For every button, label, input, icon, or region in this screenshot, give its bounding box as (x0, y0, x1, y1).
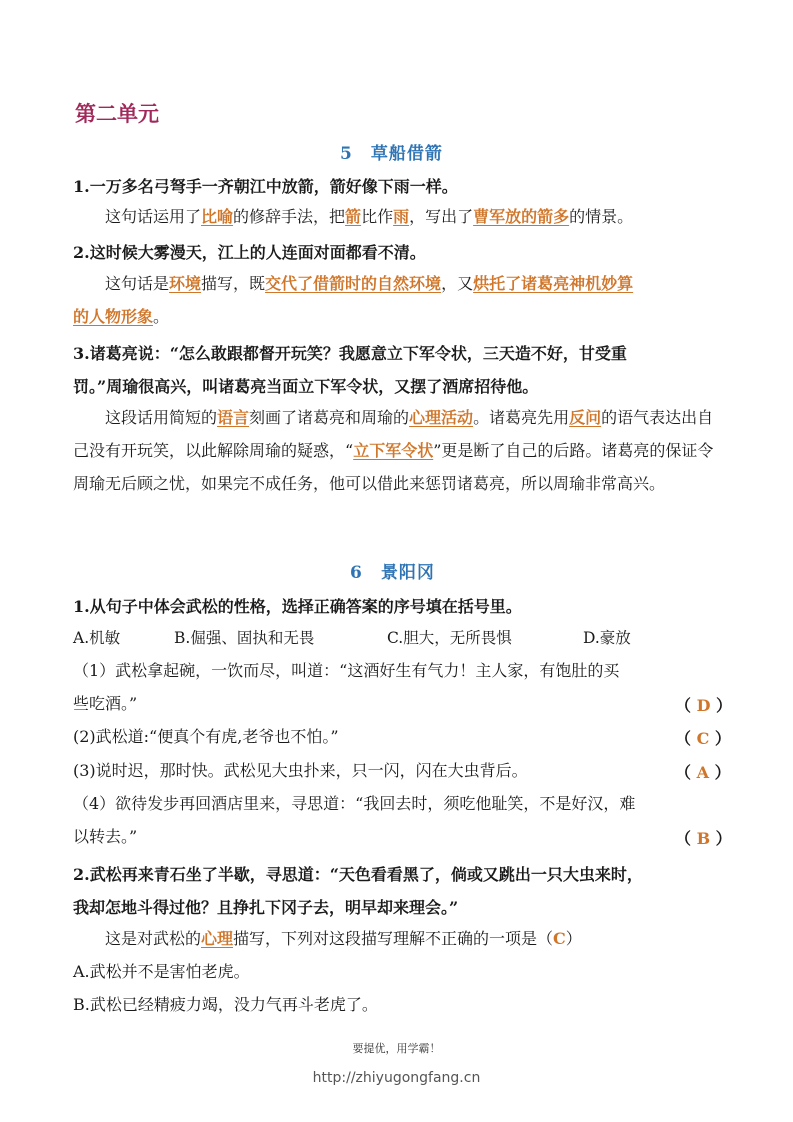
item-1-answer: （ D ） (675, 696, 733, 715)
answer-keyword: 雨 (393, 207, 410, 226)
answer-keyword: 比喻 (201, 207, 234, 226)
item-2-answer: （ C ） (675, 729, 731, 748)
footer-slogan: 要提优，用学霸！ (352, 1042, 441, 1055)
l5-answer-2-line2 (73, 300, 169, 333)
answer-value: B (696, 829, 711, 848)
text: 描写，下列对这段描写理解不正确的一项是（ (233, 929, 554, 948)
text: 这段话用简短的 (105, 408, 218, 427)
answer-keyword: 箭 (345, 207, 362, 226)
l5-question-3-line2: 罚。”周瑜很高兴，叫诸葛亮当面立下军令状，又摆了酒席招待他。 (73, 377, 539, 396)
text: 这是对武松的 (105, 929, 202, 948)
lesson-5-title: 5 草船借箭 (340, 144, 443, 164)
answer-keyword: 反问 (569, 408, 602, 427)
answer-value: C (553, 929, 566, 948)
option-c: C.胆大，无所畏惧 (387, 629, 512, 647)
item-3: (3)说时迟，那时快。武松见大虫扑来，只一闪，闪在大虫背后。 (73, 761, 528, 780)
item-4-answer: （ B ） (675, 829, 732, 848)
item-4-line1: （4）欲待发步再回酒店里来，寻思道：“我回去时，须吃他耻笑，不是好汉，难 (73, 794, 636, 813)
l6-question-2-line1: 2.武松再来青石坐了半歇，寻思道：“天色看看黑了，倘或又跳出一只大虫来时， (73, 865, 643, 884)
item-3-answer: （ A ） (675, 763, 731, 782)
answer-keyword: 曹军放的箭多 (473, 207, 570, 226)
item-2: (2)武松道:“便真个有虎,老爷也不怕。” (73, 727, 339, 746)
unit-title: 第二单元 (75, 101, 159, 126)
text: ，写出了 (409, 207, 474, 226)
answer-keyword: 的人物形象 (73, 307, 154, 326)
l5-question-1: 1.一万多名弓弩手一齐朝江中放箭，箭好像下雨一样。 (73, 177, 458, 196)
item-1-line2: 些吃酒。” (73, 694, 138, 713)
text: ”更是断了自己的后路。诸葛亮的保证令周瑜无后顾之忧，如果完不成任务，他可以借此来惩罚诸葛亮，所以周瑜非常高兴。 (73, 441, 714, 493)
text: 。 (153, 307, 170, 326)
answer-keyword: 心理 (201, 929, 234, 948)
answer-keyword: 立下军令状 (353, 441, 434, 460)
option-d: D.豪放 (583, 629, 631, 647)
answer-keyword: 环境 (169, 274, 202, 293)
l5-question-2: 2.这时候大雾漫天，江上的人连面对面都看不清。 (73, 243, 426, 262)
option-a: A.机敏 (73, 629, 121, 647)
answer-keyword: 烘托了诸葛亮神机妙算 (473, 274, 634, 293)
l5-answer-3 (73, 401, 721, 500)
text: 这句话是 (105, 274, 170, 293)
text: 比作 (361, 207, 394, 226)
l6-question-2-stem (105, 922, 582, 955)
l5-question-3-line1: 3.诸葛亮说：“怎么敢跟都督开玩笑？我愿意立下军令状，三天造不好，甘受重 (73, 344, 627, 363)
text: 描写，既 (201, 274, 266, 293)
text: ，又 (441, 274, 474, 293)
text: 这句话运用了 (105, 207, 202, 226)
lesson-6-title: 6 景阳冈 (350, 563, 435, 583)
answer-keyword: 交代了借箭时的自然环境 (265, 274, 442, 293)
answer-value: D (696, 696, 711, 715)
text: 。诸葛亮先用 (473, 408, 570, 427)
option-b: B.倔强、固执和无畏 (174, 629, 315, 647)
text: 的修辞手法，把 (233, 207, 346, 226)
q2-option-b: B.武松已经精疲力竭，没力气再斗老虎了。 (73, 995, 378, 1014)
l5-answer-2-line1 (105, 267, 633, 300)
item-4-line2: 以转去。” (73, 827, 138, 846)
l5-answer-1 (105, 200, 633, 233)
l6-question-1: 1.从句子中体会武松的性格，选择正确答案的序号填在括号里。 (73, 597, 522, 616)
text: ） (565, 929, 582, 948)
answer-value: C (696, 729, 710, 748)
q2-option-a: A.武松并不是害怕老虎。 (73, 962, 250, 981)
text: 的情景。 (569, 207, 634, 226)
text: 的语气表达出自己没有开玩笑，以此解除周瑜的疑惑，“ (73, 408, 714, 460)
answer-keyword: 心理活动 (409, 408, 474, 427)
text: 刻画了诸葛亮和周瑜的 (249, 408, 410, 427)
l6-question-2-line2: 我却怎地斗得过他？且挣扎下冈子去，明早却来理会。” (73, 898, 459, 917)
footer-url: http://zhiyugongfang.cn (312, 1070, 481, 1086)
answer-value: A (696, 763, 709, 782)
item-1-line1: （1）武松拿起碗，一饮而尽，叫道：“这酒好生有气力！主人家，有饱肚的买 (73, 661, 620, 680)
answer-keyword: 语言 (217, 408, 250, 427)
